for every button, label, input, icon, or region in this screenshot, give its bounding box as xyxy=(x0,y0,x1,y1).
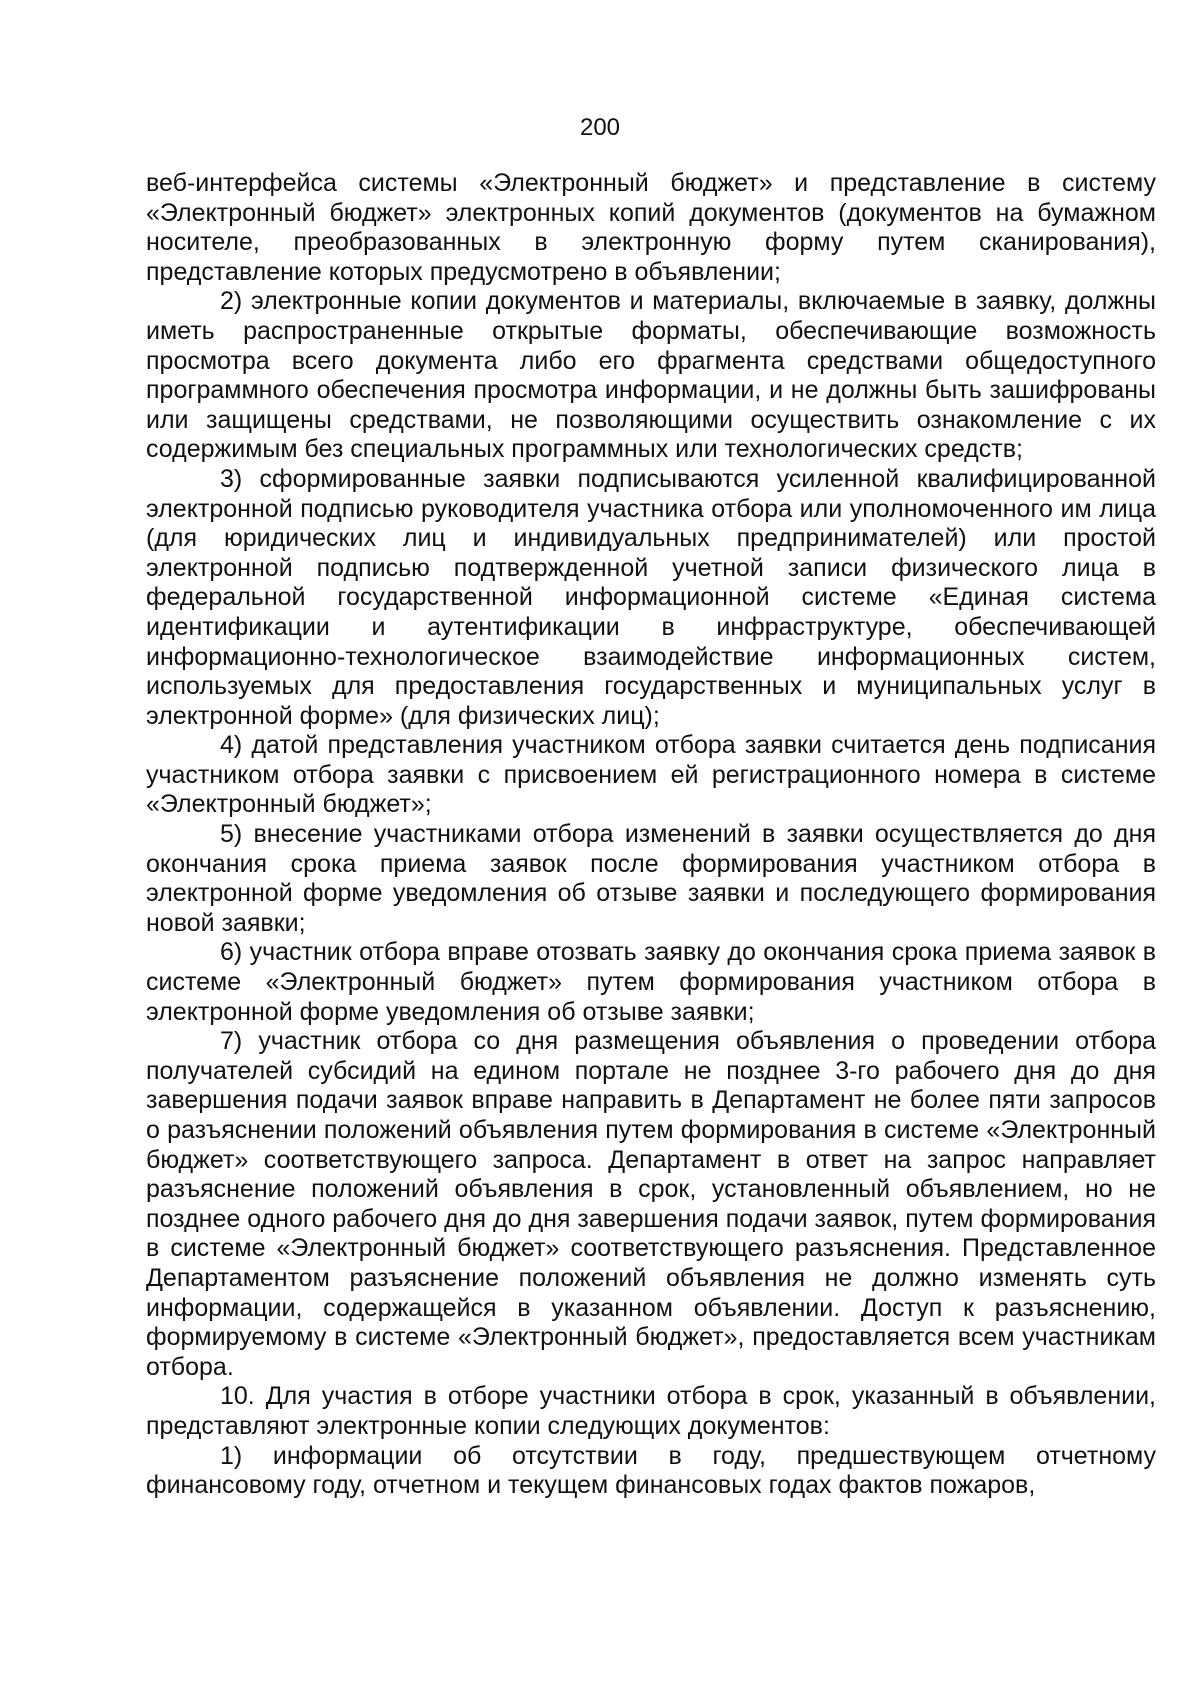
page-number: 200 xyxy=(579,114,621,141)
paragraph-section-10-item-1: 1) информации об отсутствии в году, предшествующем отчетному финансовому году, отчетном и текущем финансовых годах фактов пожаров, xyxy=(146,1441,1156,1500)
paragraph-item-6: 6) участник отбора вправе отозвать заявку до окончания срока приема заявок в системе «Электронный бюджет» путем формирования участником отбора в электронной форме уведомления об отзыве заявки; xyxy=(146,938,1156,1026)
paragraph-item-2: 2) электронные копии документов и материалы, включаемые в заявку, должны иметь распространенные открытые форматы, обеспечивающие возможность просмотра всего документа либо его фрагмента средствами общедоступного программного обеспечения просмотра информации, и не должны быть зашифрованы или защищены средствами, не позволяющими осуществить ознакомление с их содержимым без специальных программных или технологических средств; xyxy=(146,287,1156,464)
paragraph-item-5: 5) внесение участниками отбора изменений в заявки осуществляется до дня окончания срока приема заявок после формирования участником отбора в электронной форме уведомления об отзыве заявки и последующего формирования новой заявки; xyxy=(146,820,1156,937)
paragraph-continuation: веб-интерфейса системы «Электронный бюджет» и представление в систему «Электронный бюджет» электронных копий документов (документов на бумажном носителе, преобразованных в электронную форму путем сканирования), представление которых предусмотрено в объявлении; xyxy=(146,169,1156,286)
paragraph-item-4: 4) датой представления участником отбора заявки считается день подписания участником отбора заявки с присвоением ей регистрационного номера в системе «Электронный бюджет»; xyxy=(146,731,1156,819)
paragraph-section-10: 10. Для участия в отборе участники отбора в срок, указанный в объявлении, представляют электронные копии следующих документов: xyxy=(146,1382,1156,1440)
document-body xyxy=(146,169,1156,1501)
paragraph-item-3: 3) сформированные заявки подписываются усиленной квалифицированной электронной подписью руководителя участника отбора или уполномоченного им лица (для юридических лиц и индивидуальных предпринимателей) или простой электронной подписью подтвержденной учетной записи физического лица в федеральной государственной информационной системе «Единая система идентификации и аутентификации в инфраструктуре, обеспечивающей информационно-технологическое взаимодействие информационных систем, используемых для предоставления государственных и муниципальных услуг в электронной форме» (для физических лиц); xyxy=(146,464,1156,730)
paragraph-item-7: 7) участник отбора со дня размещения объявления о проведении отбора получателей субсидий на едином портале не позднее 3-го рабочего дня до дня завершения подачи заявок вправе направить в Департамент не более пяти запросов о разъяснении положений объявления путем формирования в системе «Электронный бюджет» соответствующего запроса. Департамент в ответ на запрос направляет разъяснение положений объявления в срок, установленный объявлением, но не позднее одного рабочего дня до дня завершения подачи заявок, путем формирования в системе «Электронный бюджет» соответствующего разъяснения. Представленное Департаментом разъяснение положений объявления не должно изменять суть информации, содержащейся в указанном объявлении. Доступ к разъяснению, формируемому в системе «Электронный бюджет», предоставляется всем участникам отбора. xyxy=(146,1027,1156,1381)
